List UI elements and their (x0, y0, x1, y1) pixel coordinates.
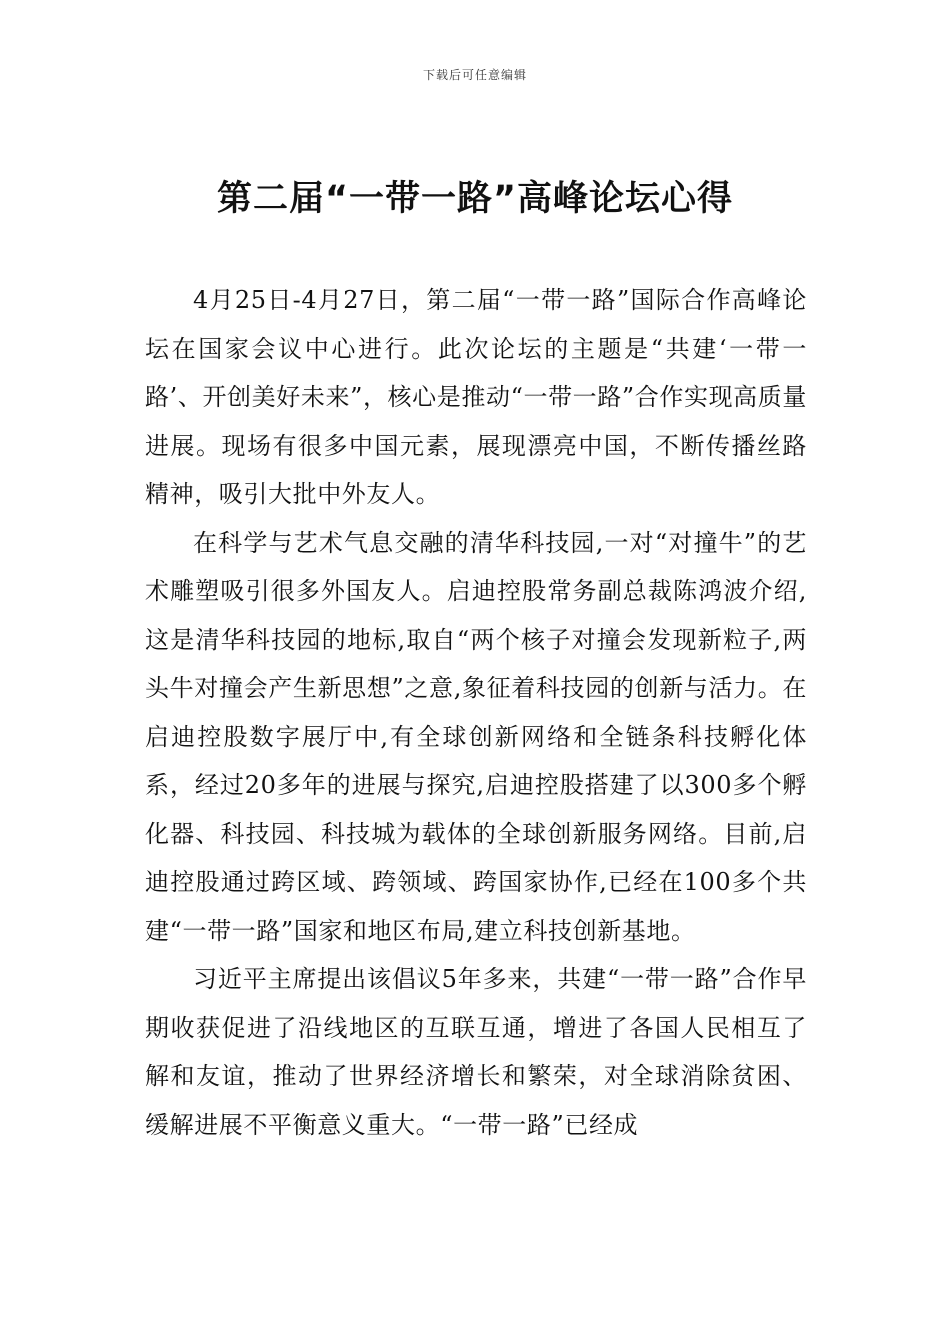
header-note: 下载后可任意编辑 (422, 68, 527, 82)
document-title: 第二届“一带一路”高峰论坛心得 (216, 179, 733, 219)
paragraph-1: 4月25日-4月27日，第二届“一带一路”国际合作高峰论坛在国家会议中心进行。此次论坛的主题是“共建‘一带一路’、开创美好未来”，核心是推动“一带一路”合作实现高质量进展。现场有很多中国元素，展现漂亮中国，不断传播丝路精神，吸引大批中外友人。 (145, 286, 807, 508)
document-body (145, 276, 807, 1149)
paragraph-3: 习近平主席提出该倡议5年多来，共建“一带一路”合作早期收获促进了沿线地区的互联互通，增进了各国人民相互了解和友谊，推动了世界经济增长和繁荣，对全球消除贫困、缓解进展不平衡意义重大。“一带一路”已经成 (145, 965, 807, 1139)
paragraph-2: 在科学与艺术气息交融的清华科技园,一对“对撞牛”的艺术雕塑吸引很多外国友人。启迪控股常务副总裁陈鸿波介绍,这是清华科技园的地标,取自“两个核子对撞会发现新粒子,两头牛对撞会产生新思想”之意,象征着科技园的创新与活力。在启迪控股数字展厅中,有全球创新网络和全链条科技孵化体系，经过20多年的进展与探究,启迪控股搭建了以300多个孵化器、科技园、科技城为载体的全球创新服务网络。目前,启迪控股通过跨区域、跨领域、跨国家协作,已经在100多个共建“一带一路”国家和地区布局,建立科技创新基地。 (145, 528, 807, 945)
